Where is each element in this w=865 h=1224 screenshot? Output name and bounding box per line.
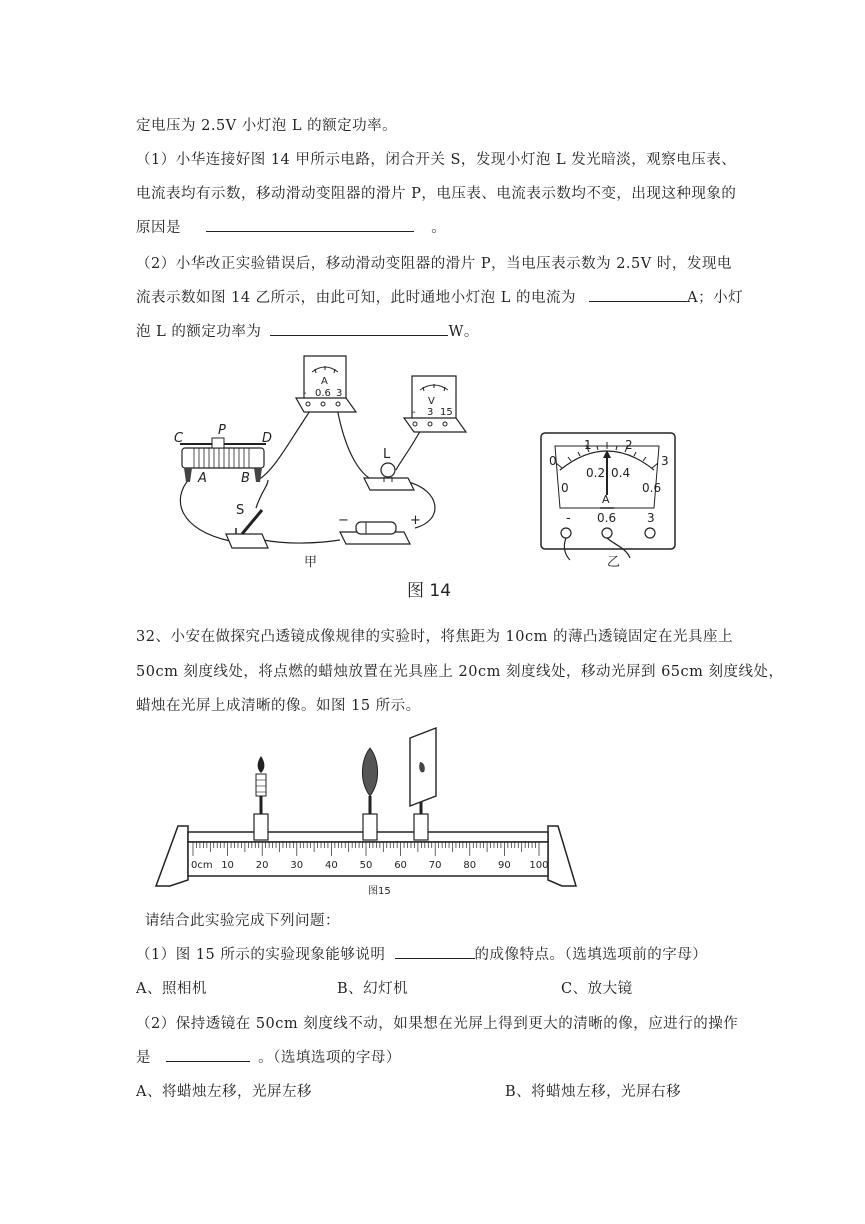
figure-14-yi-label: 乙: [607, 555, 621, 570]
lamp-label: L: [383, 447, 391, 462]
text-line-4-end: 。: [431, 220, 447, 236]
text-line-p1: [145, 909, 340, 930]
rheostat-label-b: B: [241, 471, 250, 486]
text-line-2-content: （1）小华连接好图 14 甲所示电路，闭合开关 S，发现小灯泡 L 发光暗淡，观察电压表、: [136, 152, 737, 168]
small-ammeter-symbol: A: [321, 376, 328, 387]
text-line-p2-end: 的成像特点。（选填选项前的字母）: [474, 947, 708, 963]
ruler-label: 20: [255, 860, 269, 871]
text-line-p4: [136, 1046, 401, 1067]
ruler-label: 10: [221, 860, 234, 871]
answer-option-a[interactable]: A、将蜡烛左移，光屏左移: [136, 1084, 312, 1100]
ruler-label: 90: [498, 860, 511, 871]
q32-line-2-content: 50cm 刻度线处，将点燃的蜡烛放置在光具座上 20cm 刻度线处，移动光屏到 65cm 刻度线处，: [136, 664, 784, 680]
big-ammeter-bottom-06: 0.6: [642, 481, 662, 495]
answer-blank-imaging[interactable]: [395, 944, 475, 959]
text-line-4-start: 原因是: [136, 220, 181, 236]
text-line-p4-end: 。（选填选项的字母）: [258, 1050, 401, 1066]
big-ammeter-terminal-06: 0.6: [597, 511, 617, 525]
text-line-7-start: 泡 L 的额定功率为: [136, 324, 262, 340]
small-ammeter-terminal-06: 0.6: [315, 388, 331, 399]
ruler-label: 50: [359, 860, 373, 871]
rheostat-label-d: D: [262, 431, 273, 446]
big-ammeter-top-3: 3: [661, 454, 669, 468]
ruler-label: 30: [290, 860, 304, 871]
q32-line-3-content: 蜡烛在光屏上成清晰的像。如图 15 所示。: [136, 698, 421, 714]
answer-blank-operation[interactable]: [166, 1047, 250, 1062]
answer-option-b[interactable]: B、将蜡烛左移，光屏右移: [505, 1084, 682, 1100]
big-ammeter-bottom-04: 0.4: [611, 466, 631, 480]
rheostat-label-a: A: [198, 471, 207, 486]
ruler-label: 0cm: [191, 860, 213, 871]
candle: [254, 756, 268, 840]
big-ammeter-terminal-3: 3: [647, 511, 655, 525]
option-b[interactable]: B、幻灯机: [337, 981, 409, 997]
convex-lens: [362, 748, 377, 840]
big-ammeter-bottom-02: 0.2: [586, 466, 606, 480]
text-line-p2-start: （1）图 15 所示的实验现象能够说明: [136, 947, 386, 963]
text-line-p1-content: 请结合此实验完成下列问题：: [145, 913, 340, 929]
text-line-p3: [136, 1012, 738, 1033]
text-line-6-start: 流表示数如图 14 乙所示，由此可知，此时通地小灯泡 L 的电流为: [136, 290, 577, 306]
big-ammeter-bottom-0: 0: [561, 481, 569, 495]
figure-14-caption-text: 图 14: [407, 581, 452, 601]
ruler-label: 80: [463, 860, 477, 871]
ruler-label: 40: [325, 860, 338, 871]
q32-line-1-content: 32、小安在做探究凸透镜成像规律的实验时，将焦距为 10cm 的薄凸透镜固定在光具座上: [136, 629, 733, 645]
small-ammeter-terminal-neg: -: [303, 388, 307, 399]
option-a[interactable]: A、照相机: [136, 981, 207, 997]
light-screen: [410, 728, 436, 840]
figure-15-caption: 图15: [368, 886, 391, 897]
option-c[interactable]: C、放大镜: [561, 981, 633, 997]
figure-14-jia-label: 甲: [304, 555, 318, 570]
rheostat-label-c: C: [174, 431, 184, 446]
switch-label: S: [236, 503, 245, 518]
small-voltmeter-terminal-neg: -: [412, 407, 416, 418]
text-line-6-end: A；小灯: [687, 290, 744, 306]
big-ammeter-terminal-neg: -: [566, 511, 571, 526]
ruler-label: 60: [394, 860, 407, 871]
battery-plus-label: +: [410, 513, 421, 528]
big-ammeter-top-1: 1: [584, 438, 592, 452]
small-voltmeter-symbol: V: [428, 396, 435, 407]
text-line-p2: [136, 943, 707, 964]
big-ammeter-symbol: A: [602, 493, 610, 506]
text-line-5-content: （2）小华改正实验错误后，移动滑动变阻器的滑片 P，当电压表示数为 2.5V 时，发现电: [136, 256, 732, 272]
text-line-1-content: 定电压为 2.5V 小灯泡 L 的额定功率。: [136, 118, 398, 134]
small-voltmeter-terminal-3: 3: [427, 407, 434, 418]
text-line-p4-start: 是: [136, 1050, 151, 1066]
big-ammeter-top-2: 2: [625, 438, 633, 452]
small-ammeter-terminal-3: 3: [336, 388, 343, 399]
battery-minus-label: −: [338, 513, 349, 528]
text-line-7-end: W。: [448, 324, 479, 340]
ruler-label: 70: [428, 860, 442, 871]
ruler-label: 100: [529, 860, 549, 871]
rheostat-label-p: P: [218, 423, 226, 438]
big-ammeter-top-0: 0: [549, 454, 557, 468]
small-voltmeter-terminal-15: 15: [440, 407, 453, 418]
text-line-3-content: 电流表均有示数，移动滑动变阻器的滑片 P，电压表、电流表示数均不变，出现这种现象的: [136, 186, 737, 202]
text-line-p3-content: （2）保持透镜在 50cm 刻度线不动，如果想在光屏上得到更大的清晰的像，应进行的操作: [136, 1016, 739, 1032]
